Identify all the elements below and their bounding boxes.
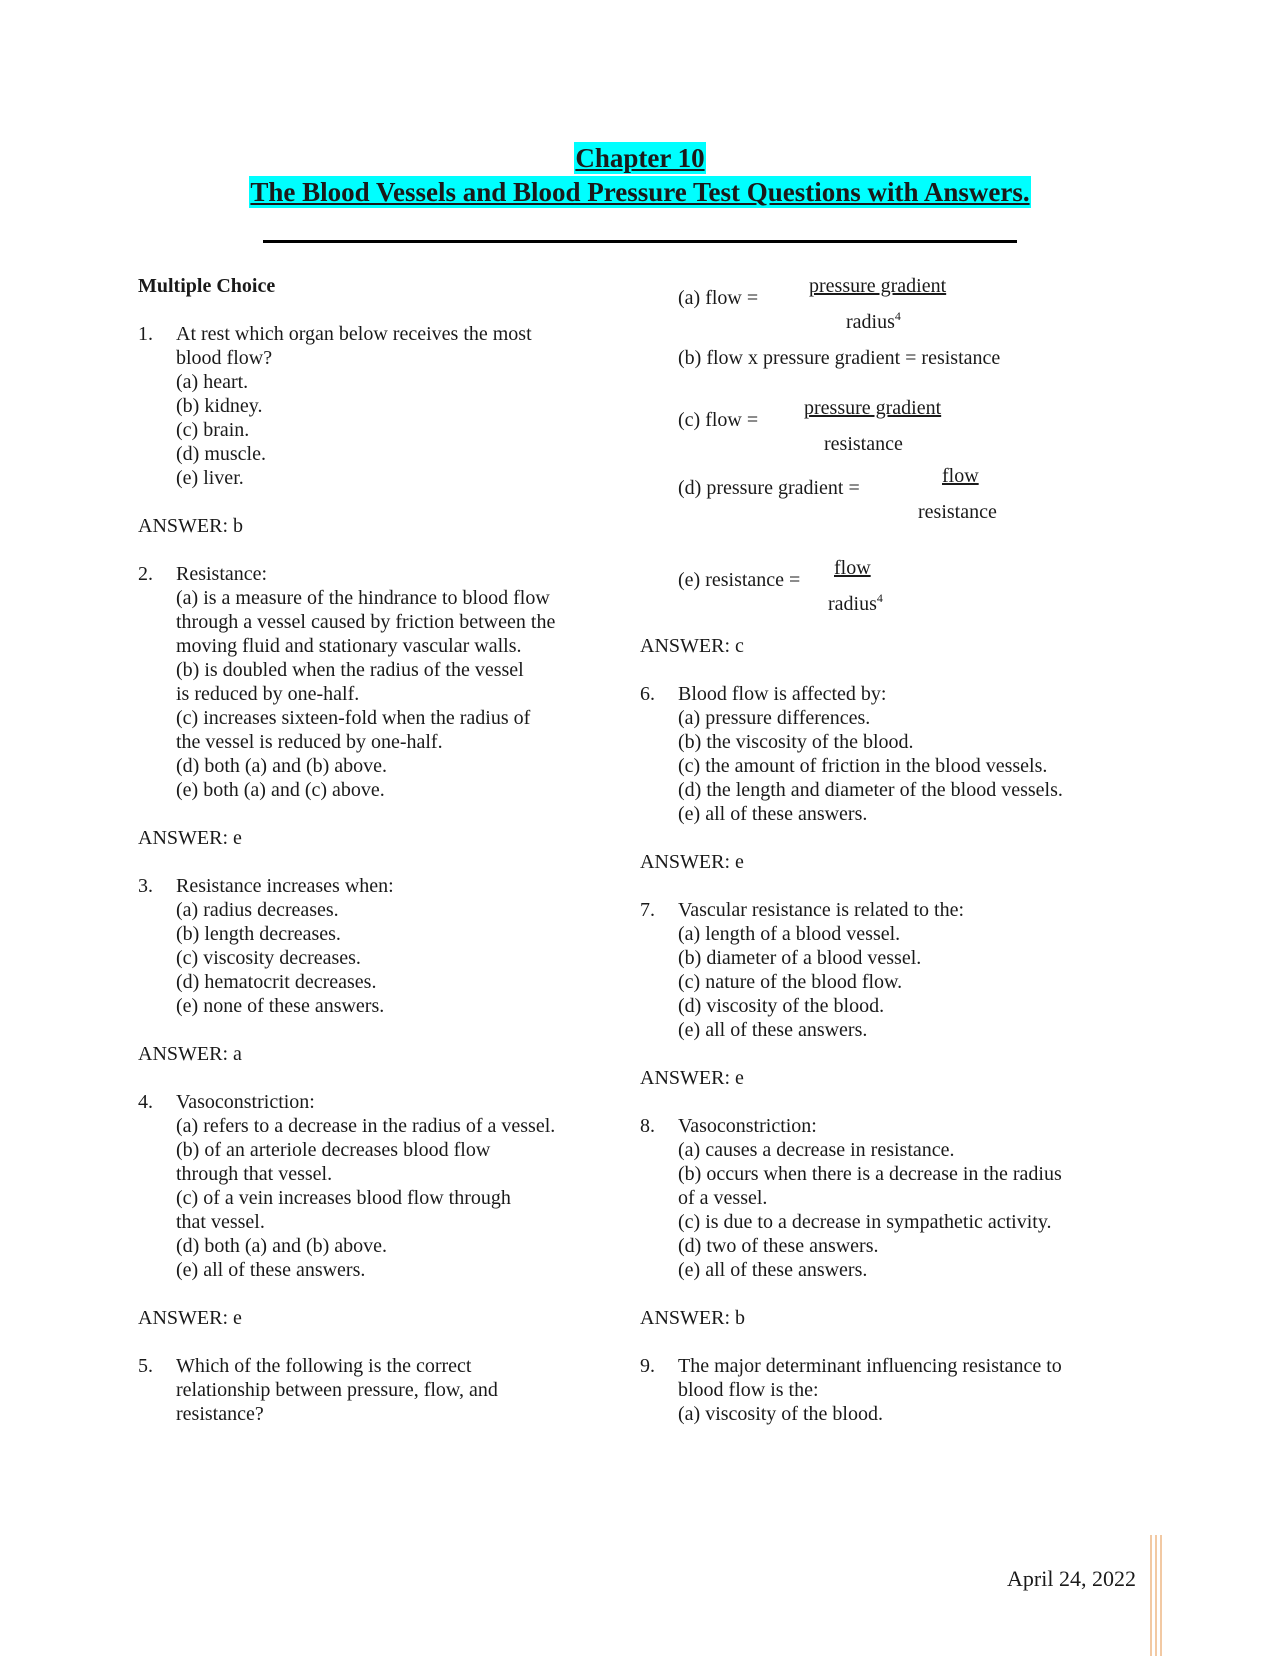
question-line: (b) kidney.	[176, 395, 263, 417]
question-stem: Which of the following is the correct	[176, 1355, 472, 1377]
question-body	[678, 1114, 1148, 1282]
question-line: (d) hematocrit decreases.	[176, 971, 377, 993]
question-stem: Blood flow is affected by:	[678, 683, 887, 705]
question-line: (e) all of these answers.	[678, 803, 868, 825]
question-number: 9.	[640, 1355, 655, 1377]
question-number: 4.	[138, 1091, 153, 1113]
right-answers-wrap	[640, 634, 1148, 1426]
question-stem: Resistance increases when:	[176, 875, 394, 897]
q5-option-c: (c) flow = pressure gradient resistance	[678, 397, 942, 455]
question-line: (a) refers to a decrease in the radius of a vessel.	[176, 1115, 556, 1137]
footer-date: April 24, 2022	[1007, 1566, 1136, 1591]
question-line: (d) two of these answers.	[678, 1235, 879, 1257]
question-line: (a) radius decreases.	[176, 899, 339, 921]
question-body	[176, 1090, 598, 1282]
question-line: (a) is a measure of the hindrance to blood flow	[176, 587, 550, 609]
question-number: 7.	[640, 899, 655, 921]
question-line: (b) length decreases.	[176, 923, 341, 945]
question-stem: Vascular resistance is related to the:	[678, 899, 964, 921]
answer-line: ANSWER: e	[138, 827, 242, 849]
question-stem: Vasoconstriction:	[678, 1115, 817, 1137]
question-number: 8.	[640, 1115, 655, 1137]
q5-option-d: (d) pressure gradient = flow resistance	[678, 465, 997, 523]
question-line: (c) the amount of friction in the blood vessels.	[678, 755, 1048, 777]
question-9	[640, 1354, 1148, 1426]
question-body	[678, 1354, 1148, 1426]
question-line: (b) diameter of a blood vessel.	[678, 947, 922, 969]
question-line: (a) length of a blood vessel.	[678, 923, 901, 945]
question-line: through that vessel.	[176, 1163, 333, 1185]
q5-options	[678, 274, 1148, 628]
answer-line: ANSWER: b	[138, 515, 243, 537]
question-line: is reduced by one-half.	[176, 683, 360, 705]
question-4	[138, 1090, 598, 1330]
question-line: (e) all of these answers.	[176, 1259, 366, 1281]
page-edge-decoration	[1150, 1535, 1164, 1656]
question-line: (e) both (a) and (c) above.	[176, 779, 385, 801]
question-3	[138, 874, 598, 1066]
title-block	[0, 142, 1280, 210]
question-body	[176, 562, 598, 802]
question-line: the vessel is reduced by one-half.	[176, 731, 443, 753]
question-number: 1.	[138, 323, 153, 345]
question-stem: Vasoconstriction:	[176, 1091, 315, 1113]
question-line: (e) none of these answers.	[176, 995, 385, 1017]
question-line: (d) both (a) and (b) above.	[176, 755, 388, 777]
question-line: (c) nature of the blood flow.	[678, 971, 903, 993]
question-line: (a) heart.	[176, 371, 249, 393]
question-stem: Resistance:	[176, 563, 268, 585]
question-line: (b) is doubled when the radius of the vessel	[176, 659, 524, 681]
question-line: (e) liver.	[176, 467, 244, 489]
question-line: (d) viscosity of the blood.	[678, 995, 885, 1017]
answer-line: ANSWER: a	[138, 1043, 242, 1065]
left-column	[138, 274, 598, 1426]
question-line: (d) the length and diameter of the blood vessels.	[678, 779, 1063, 801]
section-heading: Multiple Choice	[138, 275, 276, 297]
document-title: The Blood Vessels and Blood Pressure Test Questions with Answers.	[250, 177, 1030, 207]
question-line: relationship between pressure, flow, and	[176, 1379, 498, 1401]
question-6	[640, 682, 1148, 874]
question-number: 2.	[138, 563, 153, 585]
question-line: (d) both (a) and (b) above.	[176, 1235, 388, 1257]
question-7	[640, 898, 1148, 1090]
question-line: resistance?	[176, 1403, 264, 1425]
question-line: of a vessel.	[678, 1187, 768, 1209]
question-line: moving fluid and stationary vascular walls.	[176, 635, 522, 657]
question-line: (c) increases sixteen-fold when the radius of	[176, 707, 531, 729]
question-body	[678, 682, 1148, 826]
question-stem: The major determinant influencing resistance to	[678, 1355, 1062, 1377]
question-line: (d) muscle.	[176, 443, 266, 465]
question-line: (c) viscosity decreases.	[176, 947, 361, 969]
right-question-list	[640, 682, 1148, 1426]
question-number: 3.	[138, 875, 153, 897]
answer-q5: ANSWER: c	[640, 635, 744, 657]
question-line: (b) the viscosity of the blood.	[678, 731, 914, 753]
question-line: blood flow?	[176, 347, 273, 369]
question-number: 5.	[138, 1355, 153, 1377]
question-8	[640, 1114, 1148, 1330]
question-line: (b) occurs when there is a decrease in the radius	[678, 1163, 1062, 1185]
answer-line: ANSWER: e	[138, 1307, 242, 1329]
q5-option-a: (a) flow = pressure gradient radius$^4$	[678, 275, 947, 333]
question-line: (a) pressure differences.	[678, 707, 871, 729]
answer-line: ANSWER: e	[640, 851, 744, 873]
question-body	[176, 874, 598, 1018]
question-body	[678, 898, 1148, 1042]
question-line: (b) of an arteriole decreases blood flow	[176, 1139, 491, 1161]
q5-option-e: (e) resistance = flow radius$^4$	[678, 557, 883, 615]
question-body	[176, 322, 598, 490]
q5-option-b: (b) flow x pressure gradient = resistance	[678, 347, 1001, 369]
chapter-title: Chapter 10	[575, 143, 705, 173]
question-line: blood flow is the:	[678, 1379, 819, 1401]
question-line: (a) causes a decrease in resistance.	[678, 1139, 955, 1161]
question-line: (a) viscosity of the blood.	[678, 1403, 883, 1425]
answer-line: ANSWER: b	[640, 1307, 745, 1329]
question-line: (c) is due to a decrease in sympathetic activity.	[678, 1211, 1052, 1233]
title-divider	[263, 240, 1017, 243]
question-line: (c) of a vein increases blood flow through	[176, 1187, 511, 1209]
question-line: (c) brain.	[176, 419, 250, 441]
answer-line: ANSWER: e	[640, 1067, 744, 1089]
question-body	[176, 1354, 598, 1426]
question-line: that vessel.	[176, 1211, 265, 1233]
question-2	[138, 562, 598, 850]
question-stem: At rest which organ below receives the most	[176, 323, 532, 345]
question-1	[138, 322, 598, 538]
left-question-list	[138, 322, 598, 1426]
question-line: (e) all of these answers.	[678, 1259, 868, 1281]
question-line: through a vessel caused by friction between the	[176, 611, 556, 633]
question-line: (e) all of these answers.	[678, 1019, 868, 1041]
right-column	[640, 274, 1148, 1426]
question-5	[138, 1354, 598, 1426]
question-number: 6.	[640, 683, 655, 705]
